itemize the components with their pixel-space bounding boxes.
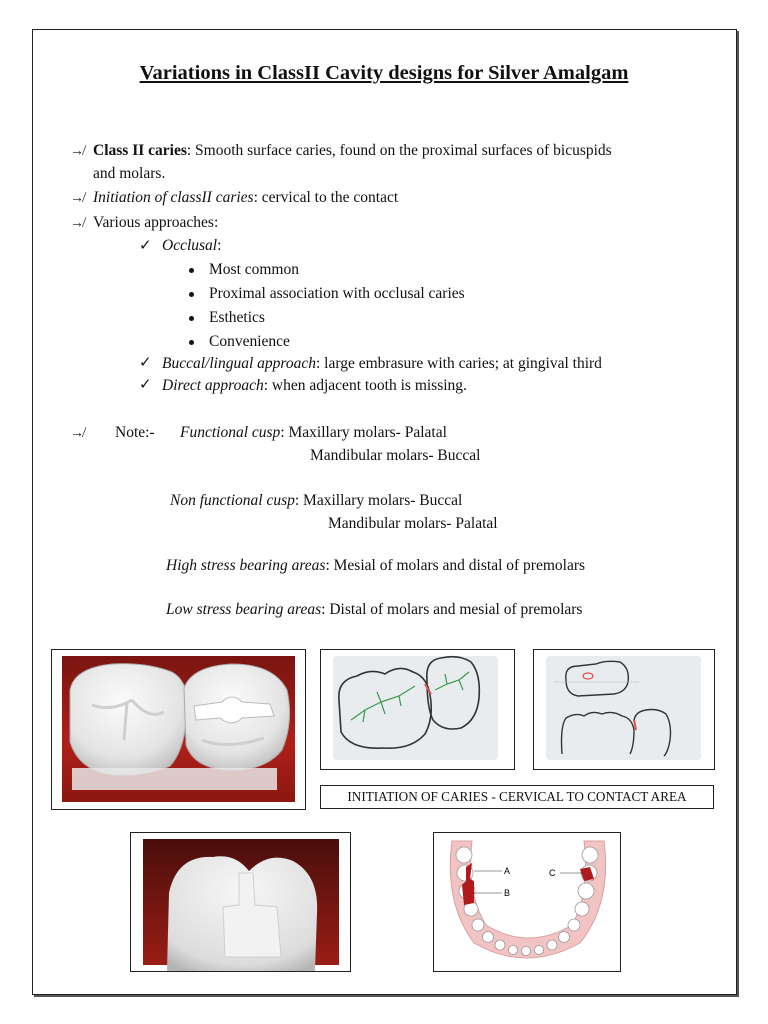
proximal-box-model-photo — [130, 832, 351, 972]
note-label: Note:- — [115, 424, 155, 441]
low-stress-line — [166, 601, 582, 619]
dental-arch-diagram — [433, 832, 621, 972]
functional-cusp-term: Functional cusp — [180, 424, 281, 441]
direct-approach-term: Direct approach — [162, 377, 264, 394]
arch-label-b: B — [504, 888, 511, 898]
occlusal-point: Most common — [209, 261, 299, 278]
arrow-bullet-icon: ↛ — [70, 144, 84, 159]
initiation-term: Initiation of classII caries — [93, 189, 254, 206]
non-functional-cusp-mandibular: Mandibular molars- Palatal — [328, 515, 498, 532]
page-title: Variations in ClassII Cavity designs for Silver Amalgam — [139, 62, 629, 84]
occlusal-term: Occlusal — [162, 237, 218, 254]
occlusal-point: Proximal association with occlusal caries — [209, 285, 465, 302]
functional-cusp-maxillary: : Maxillary molars- Palatal — [280, 424, 447, 441]
checkmark-icon: ✓ — [139, 375, 152, 393]
initiation-definition: : cervical to the contact — [253, 189, 399, 206]
non-functional-cusp-maxillary: : Maxillary molars- Buccal — [294, 492, 463, 509]
low-stress-definition: : Distal of molars and mesial of premolars — [321, 601, 583, 618]
buccal-lingual-line — [162, 355, 602, 373]
class-ii-caries-line — [93, 142, 612, 160]
high-stress-definition: : Mesial of molars and distal of premolars — [325, 557, 586, 574]
occlusal-point: Convenience — [209, 333, 290, 350]
non-functional-cusp-line — [170, 492, 462, 510]
arch-label-a: A — [504, 866, 511, 876]
direct-approach-line — [162, 377, 467, 395]
bullet-dot-icon — [189, 340, 194, 345]
occlusal-proximal-sketch — [533, 649, 715, 770]
molar-model-photo — [51, 649, 306, 810]
class-ii-caries-definition: : Smooth surface caries, found on the proximal surfaces of bicuspids — [186, 142, 612, 159]
arrow-bullet-icon: ↛ — [70, 216, 84, 231]
initiation-line — [93, 189, 398, 207]
occlusal-line — [162, 237, 221, 255]
checkmark-icon: ✓ — [139, 353, 152, 371]
direct-approach-definition: : when adjacent tooth is missing. — [263, 377, 467, 394]
bullet-dot-icon — [189, 316, 194, 321]
arrow-bullet-icon: ↛ — [70, 426, 84, 441]
buccal-lingual-definition: : large embrasure with caries; at gingival third — [315, 355, 602, 372]
functional-cusp-line — [180, 424, 447, 442]
high-stress-term: High stress bearing areas — [166, 557, 326, 574]
proximal-contact-sketch — [320, 649, 515, 770]
figure-caption: INITIATION OF CARIES - CERVICAL TO CONTACT AREA — [320, 785, 714, 809]
class-ii-caries-continuation: and molars. — [93, 165, 166, 182]
non-functional-cusp-term: Non functional cusp — [170, 492, 295, 509]
high-stress-line — [166, 557, 585, 575]
arch-label-c: C — [549, 868, 556, 878]
arrow-bullet-icon: ↛ — [70, 191, 84, 206]
class-ii-caries-term: Class II caries — [93, 142, 187, 159]
low-stress-term: Low stress bearing areas — [166, 601, 322, 618]
functional-cusp-mandibular: Mandibular molars- Buccal — [310, 447, 481, 464]
checkmark-icon: ✓ — [139, 236, 152, 254]
various-approaches-heading: Various approaches: — [93, 214, 219, 231]
occlusal-point: Esthetics — [209, 309, 265, 326]
buccal-lingual-term: Buccal/lingual approach — [162, 355, 316, 372]
bullet-dot-icon — [189, 292, 194, 297]
occlusal-colon: : — [217, 237, 222, 254]
bullet-dot-icon — [189, 268, 194, 273]
